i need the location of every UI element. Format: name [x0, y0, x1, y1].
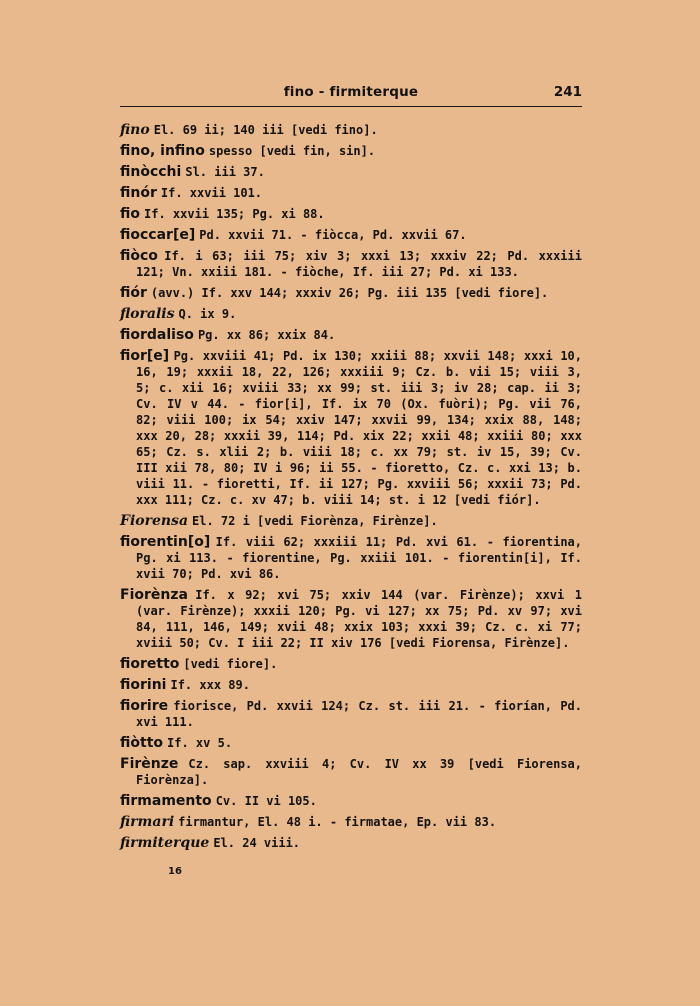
- entry-headword: fiòco: [120, 248, 158, 264]
- entry-headword: floralis: [120, 306, 175, 322]
- header-rule: [120, 106, 582, 107]
- dictionary-entry: [120, 122, 582, 138]
- entry-headword: firmari: [120, 814, 175, 830]
- entry-headword: fiorini: [120, 677, 167, 693]
- dictionary-entry: [120, 164, 582, 180]
- entry-headword: fino: [120, 122, 150, 138]
- entry-headword: Fiorensa: [120, 513, 189, 529]
- entry-references: If. xxvii 101.: [160, 186, 263, 200]
- dictionary-entry: [120, 285, 582, 301]
- dictionary-entry: [120, 735, 582, 751]
- entry-references: If. viii 62; xxxiii 11; Pd. xvi 61. - fiorentina, Pg. xi 113. - fiorentine, Pg. xxiii 101. - fiorentin[i], If. xvii 70; Pd. xvi 86.: [136, 535, 582, 581]
- dictionary-entry: [120, 534, 582, 582]
- dictionary-entry: [120, 835, 582, 851]
- dictionary-entry: [120, 698, 582, 730]
- dictionary-entry: [120, 327, 582, 343]
- entry-headword: firmiterque: [120, 835, 210, 851]
- entry-references: El. 69 ii; 140 iii [vedi fino].: [153, 123, 378, 137]
- dictionary-entry: [120, 227, 582, 243]
- entry-headword: Fiorènza: [120, 587, 188, 603]
- dictionary-entry: [120, 185, 582, 201]
- entry-headword: fiorentin[o]: [120, 534, 211, 550]
- entry-headword: fino, infino: [120, 143, 205, 159]
- entry-references: El. 24 viii.: [213, 836, 301, 850]
- entry-headword: fiorire: [120, 698, 169, 714]
- dictionary-entry: [120, 756, 582, 788]
- entry-headword: firmamento: [120, 793, 212, 809]
- running-header: [120, 84, 582, 104]
- dictionary-entry: [120, 248, 582, 280]
- entry-headword: fiór: [120, 285, 147, 301]
- dictionary-entry: [120, 677, 582, 693]
- entry-references: If. xv 5.: [167, 736, 233, 750]
- entry-references: Pg. xx 86; xxix 84.: [197, 328, 336, 342]
- dictionary-entry: [120, 587, 582, 651]
- dictionary-entry: [120, 206, 582, 222]
- entry-references: Q. ix 9.: [178, 307, 237, 321]
- entry-headword: fiordaliso: [120, 327, 194, 343]
- entry-headword: fioccar[e]: [120, 227, 196, 243]
- entry-references: fiorisce, Pd. xxvii 124; Cz. st. iii 21. - fiorían, Pd. xvi 111.: [136, 699, 582, 729]
- entry-references: Pd. xxvii 71. - fiòcca, Pd. xxvii 67.: [199, 228, 467, 242]
- entry-references: Pg. xxviii 41; Pd. ix 130; xxiii 88; xxvii 148; xxxi 10, 16, 19; xxxii 18, 22, 126; xxxiii 9; Cz. b. vii 15; viii 3, 5; c. xii 16; xviii 33; xx 99; st. iii 3; iv 28; cap. ii 3; Cv. IV v 44. - fior[i], If. ix 70 (Ox. fuòri); Pg. vii 76, 82; viii 100; ix 54; xxiv 147; xxvii 99, 134; xxix 88, 148; xxx 20, 28; xxxii 39, 114; Pd. xix 22; xxii 48; xxiii 80; xxx 65; Cz. s. xlii 2; b. viii 18; c. xx 79; st. iv 15, 39; Cv. III xii 78, 80; IV i 96; ii 55. - fioretto, Cz. c. xxi 13; b. viii 11. - fioretti, If. ii 127; Pg. xxviii 56; xxxii 73; Pd. xxx 111; Cz. c. xv 47; b. viii 14; st. i 12 [vedi fiór].: [136, 349, 582, 507]
- entry-references: firmantur, El. 48 i. - firmatae, Ep. vii 83.: [178, 815, 497, 829]
- dictionary-entry: [120, 656, 582, 672]
- header-title: fino - firmiterque: [283, 84, 419, 100]
- entry-references: spesso [vedi fin, sin].: [208, 144, 376, 158]
- entry-references: Cz. sap. xxviii 4; Cv. IV xx 39 [vedi Fiorensa, Fiorènza].: [136, 757, 582, 787]
- entry-headword: finór: [120, 185, 157, 201]
- entry-references: [vedi fiore].: [183, 657, 278, 671]
- entry-references: (avv.) If. xxv 144; xxxiv 26; Pg. iii 135 [vedi fiore].: [150, 286, 549, 300]
- entry-references: If. i 63; iii 75; xiv 3; xxxi 13; xxxiv 22; Pd. xxxiii 121; Vn. xxiii 181. - fiòche, If. iii 27; Pd. xi 133.: [136, 249, 582, 279]
- signature-mark: 16: [168, 866, 182, 877]
- dictionary-entry: [120, 306, 582, 322]
- page-number: 241: [553, 84, 582, 100]
- dictionary-entry: [120, 143, 582, 159]
- entry-references: If. xxx 89.: [170, 678, 250, 692]
- dictionary-entry: [120, 814, 582, 830]
- entry-references: Sl. iii 37.: [185, 165, 265, 179]
- entry-headword: fiòtto: [120, 735, 163, 751]
- entry-headword: finòcchi: [120, 164, 182, 180]
- entry-headword: Firènze: [120, 756, 179, 772]
- entry-headword: fioretto: [120, 656, 180, 672]
- entry-list: [120, 122, 582, 856]
- dictionary-entry: [120, 793, 582, 809]
- entry-references: Cv. II vi 105.: [215, 794, 317, 808]
- dictionary-entry: [120, 348, 582, 508]
- entry-headword: fior[e]: [120, 348, 170, 364]
- entry-references: If. x 92; xvi 75; xxiv 144 (var. Firènze); xxvi 1 (var. Firènze); xxxii 120; Pg. vi 127; xx 75; Pd. xv 97; xvi 84, 111, 146, 149; xvii 48; xxix 103; xxxi 39; Cz. c. xi 77; xviii 50; Cv. I iii 22; II xiv 176 [vedi Fiorensa, Firènze].: [136, 588, 582, 650]
- entry-references: El. 72 i [vedi Fiorènza, Firènze].: [192, 514, 438, 528]
- entry-references: If. xxvii 135; Pg. xi 88.: [144, 207, 325, 221]
- entry-headword: fio: [120, 206, 140, 222]
- dictionary-entry: [120, 513, 582, 529]
